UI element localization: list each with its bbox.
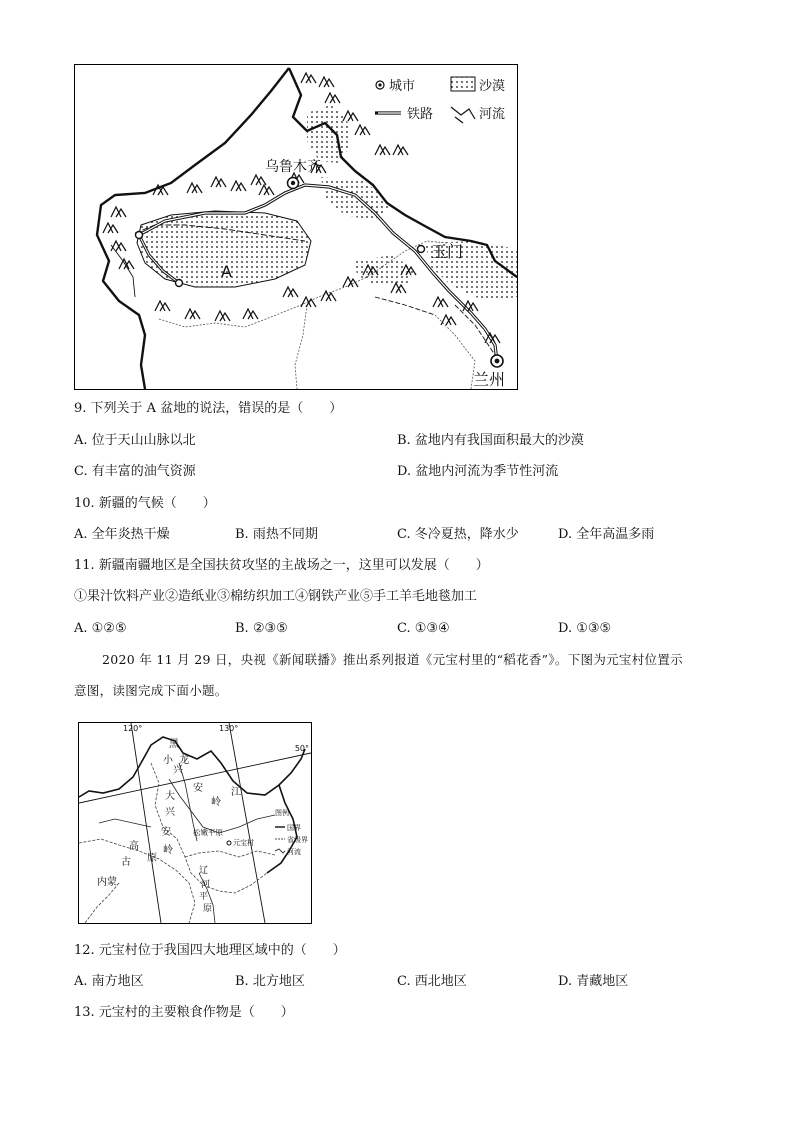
question-9-option-d[interactable]: D. 盆地内河流为季节性河流 <box>397 464 559 479</box>
label-gao: 高 <box>129 841 139 852</box>
yuanbao-map-drawing <box>79 723 311 923</box>
question-10-option-c[interactable]: C. 冬冷夏热，降水少 <box>397 527 519 542</box>
label-ling-1: 岭 <box>211 797 221 808</box>
ne-national-border <box>141 737 305 795</box>
urumqi-city-marker <box>288 178 299 189</box>
legend-railway-label: 铁路 <box>407 107 434 122</box>
province-border-3 <box>435 315 475 389</box>
yuanbao-village-map <box>78 722 312 924</box>
label-xing-1: 兴 <box>173 765 183 776</box>
desert-east <box>355 255 415 287</box>
legend-province-border: 省级界 <box>287 836 308 844</box>
question-12-option-c[interactable]: C. 西北地区 <box>397 974 467 989</box>
question-11-option-c[interactable]: C. ①③④ <box>397 621 450 636</box>
legend-river-label: 河流 <box>479 107 506 122</box>
hotan-city-marker <box>176 280 183 287</box>
label-ling-2: 岭 <box>163 845 173 856</box>
map1-legend <box>375 77 505 123</box>
question-10-option-b[interactable]: B. 雨热不同期 <box>235 527 318 542</box>
label-gu: 古 <box>121 857 131 868</box>
question-12-option-a[interactable]: A. 南方地区 <box>74 974 144 989</box>
label-lat-50: 50° <box>294 744 309 753</box>
river-4 <box>455 305 495 355</box>
question-9-option-b[interactable]: B. 盆地内有我国面积最大的沙漠 <box>397 433 584 448</box>
kashgar-city-marker <box>136 232 143 239</box>
intro-line-1: 2020 年 11 月 29 日，央视《新闻联播》推出系列报道《元宝村里的“稻花香”》。下图为元宝村位置示 <box>102 652 683 667</box>
legend-desert-label: 沙漠 <box>479 79 506 94</box>
intro-line-2: 意图，读图完成下面小题。 <box>74 683 228 698</box>
river-2 <box>111 245 135 297</box>
question-13-stem: 13. 元宝村的主要粮食作物是（ ） <box>74 1005 294 1020</box>
parallel-50 <box>79 753 311 803</box>
label-yuan-1: 原 <box>147 853 157 864</box>
label-long: 龙 <box>179 755 189 766</box>
gurbantunggut-desert <box>321 177 391 221</box>
label-an-2: 安 <box>161 827 171 838</box>
legend-river: 河流 <box>287 848 301 856</box>
label-yuan-2: 原 <box>203 904 213 914</box>
label-jiang: 江 <box>231 787 241 798</box>
question-10-option-d[interactable]: D. 全年高温多雨 <box>558 527 655 542</box>
question-11-option-b[interactable]: B. ②③⑤ <box>235 621 288 636</box>
label-neimeng: 内蒙 <box>97 877 117 888</box>
river-w <box>99 819 151 827</box>
legend-national-border: 国界 <box>287 824 301 832</box>
label-an-1: 安 <box>193 783 203 794</box>
label-xing-2: 兴 <box>165 807 175 818</box>
question-11-option-a[interactable]: A. ①②⑤ <box>74 621 127 636</box>
label-yuanbao: 元宝村 <box>233 839 254 847</box>
label-urumqi: 乌鲁木齐 <box>265 159 321 175</box>
ne-province-border-2 <box>185 851 275 857</box>
question-12-option-b[interactable]: B. 北方地区 <box>235 974 305 989</box>
question-9-option-a[interactable]: A. 位于天山山脉以北 <box>74 433 196 448</box>
yuanbao-village-marker <box>227 841 231 845</box>
lanzhou-city-marker <box>491 355 503 367</box>
mountain-symbols <box>103 73 500 343</box>
ne-province-border-4 <box>85 883 119 923</box>
label-xiao: 小 <box>163 755 173 766</box>
songhua-river <box>169 779 275 833</box>
question-9-option-c[interactable]: C. 有丰富的油气资源 <box>74 464 196 479</box>
label-lanzhou: 兰州 <box>473 370 506 389</box>
label-ping: 平 <box>199 892 209 902</box>
question-10-option-a[interactable]: A. 全年炎热干燥 <box>74 527 170 542</box>
question-11-option-d[interactable]: D. ①③⑤ <box>558 621 612 636</box>
label-yumen: 玉门 <box>431 242 464 261</box>
junggar-desert <box>307 105 351 163</box>
xinjiang-map-drawing <box>75 65 517 389</box>
label-songnen: 松嫩平原 <box>193 828 223 837</box>
question-12-option-d[interactable]: D. 青藏地区 <box>558 974 629 989</box>
legend-title: 图例 <box>275 809 289 817</box>
label-hei: 黑 <box>169 739 179 750</box>
label-da: 大 <box>165 791 175 802</box>
xinjiang-map <box>74 64 518 390</box>
label-he: 河 <box>201 880 211 890</box>
label-lon-130: 130° <box>219 724 239 733</box>
question-11-item-list: ①果汁饮料产业②造纸业③棉纺织加工④钢铁产业⑤手工羊毛地毯加工 <box>74 589 478 604</box>
question-10-stem: 10. 新疆的气候（ ） <box>74 496 216 511</box>
label-lon-120: 120° <box>123 724 143 733</box>
question-11-stem: 11. 新疆南疆地区是全国扶贫攻坚的主战场之一，这里可以发展（ ） <box>74 558 489 573</box>
label-basin-a: A <box>221 262 232 281</box>
yumen-city-marker <box>418 246 425 253</box>
question-9-stem: 9. 下列关于 A 盆地的说法，错误的是（ ） <box>74 401 343 416</box>
label-liao: 辽 <box>199 866 209 876</box>
province-border-2 <box>295 305 307 389</box>
river-3 <box>375 297 435 315</box>
question-12-stem: 12. 元宝村位于我国四大地理区域中的（ ） <box>74 943 346 958</box>
legend-city-label: 城市 <box>389 79 416 94</box>
